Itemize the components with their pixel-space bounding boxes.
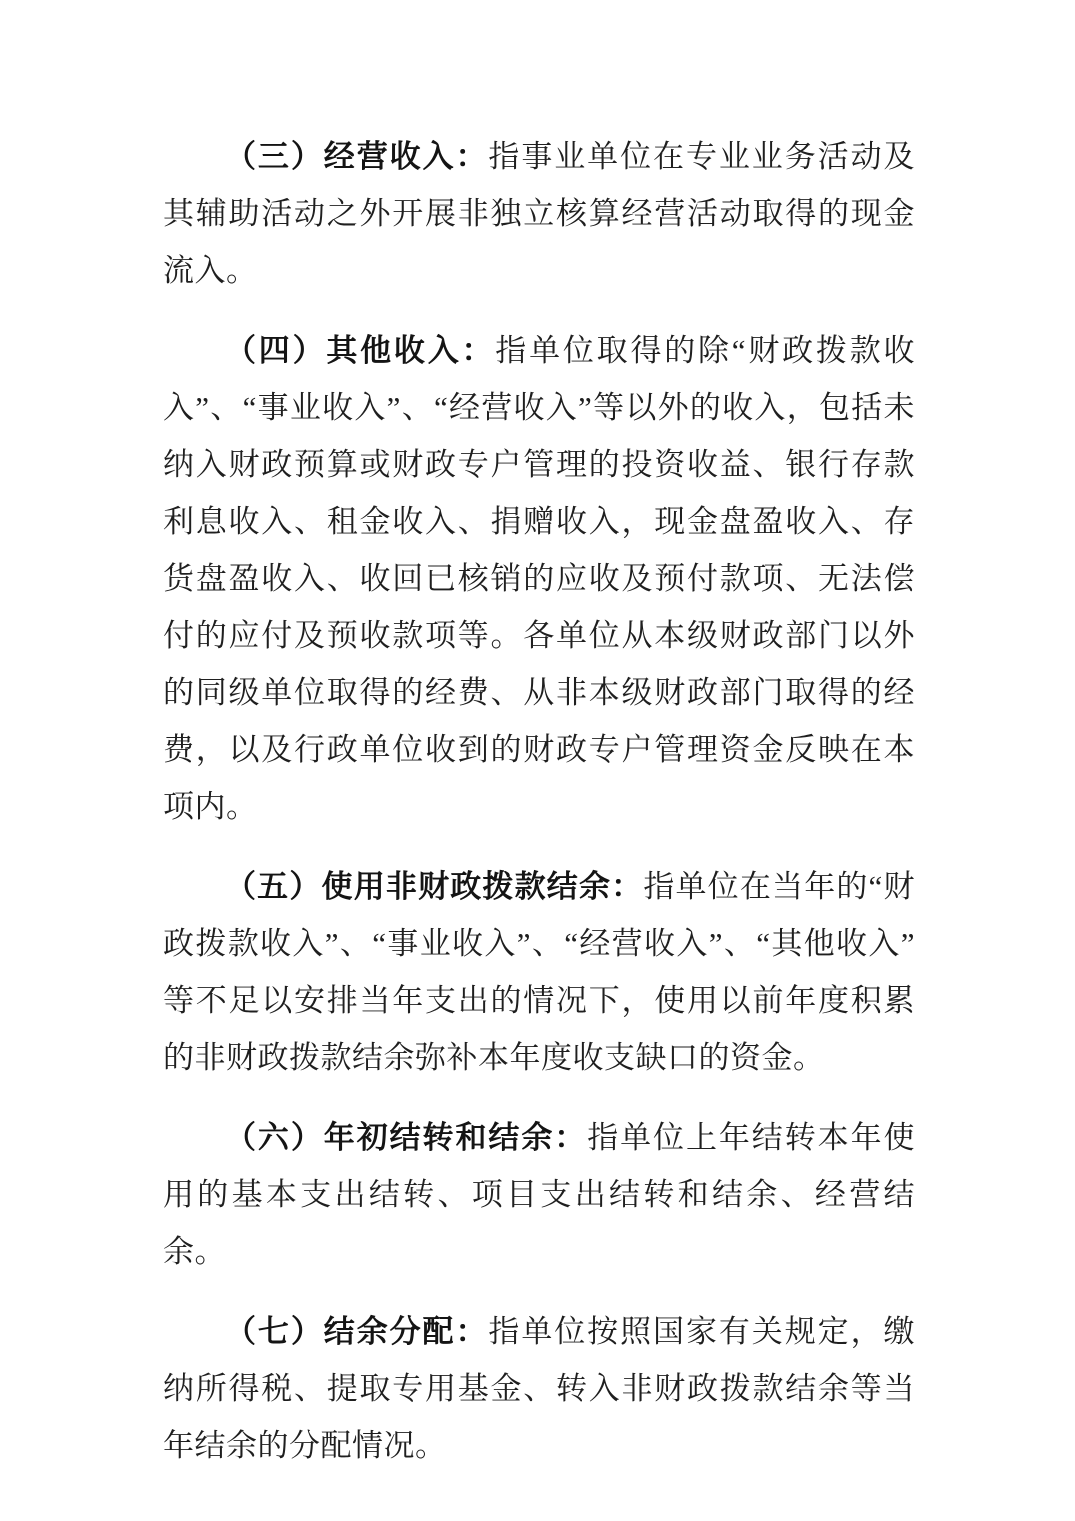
paragraph-item-4 — [163, 322, 915, 835]
paragraph-heading: （六）年初结转和结余： — [225, 1120, 588, 1155]
paragraph-item-6 — [163, 1109, 915, 1280]
paragraph-item-7 — [163, 1303, 915, 1474]
paragraph-heading: （四）其他收入： — [225, 333, 496, 368]
paragraph-body: 指事业单位在专业业务活动及其辅助活动之外开展非独立核算经营活动取得的现金流入。 — [163, 139, 916, 288]
paragraph-item-5 — [163, 858, 915, 1086]
paragraph-body: 指单位取得的除“财政拨款收入”、“事业收入”、“经营收入”等以外的收入，包括未纳入财政预算或财政专户管理的投资收益、银行存款利息收入、租金收入、捐赠收入，现金盘盈收入、存货盘盈收入、收回已核销的应收及预付款项、无法偿付的应付及预收款项等。各单位从本级财政部门以外的同级单位取得的经费、从非本级财政部门取得的经费，以及行政单位收到的财政专户管理资金反映在本项内。 — [163, 333, 915, 824]
paragraph-body: 指单位按照国家有关规定，缴纳所得税、提取专用基金、转入非财政拨款结余等当年结余的分配情况。 — [163, 1314, 916, 1463]
paragraph-heading: （三）经营收入： — [225, 139, 489, 174]
paragraph-heading: （七）结余分配： — [225, 1314, 489, 1349]
paragraph-body: 指单位在当年的“财政拨款收入”、“事业收入”、“经营收入”、“其他收入”等不足以安排当年支出的情况下，使用以前年度积累的非财政拨款结余弥补本年度收支缺口的资金。 — [163, 869, 915, 1075]
paragraph-heading: （五）使用非财政拨款结余： — [225, 869, 644, 904]
paragraph-item-3 — [163, 128, 915, 299]
document-content — [163, 128, 915, 1497]
paragraph-body: 指单位上年结转本年使用的基本支出结转、项目支出结转和结余、经营结余。 — [163, 1120, 916, 1269]
